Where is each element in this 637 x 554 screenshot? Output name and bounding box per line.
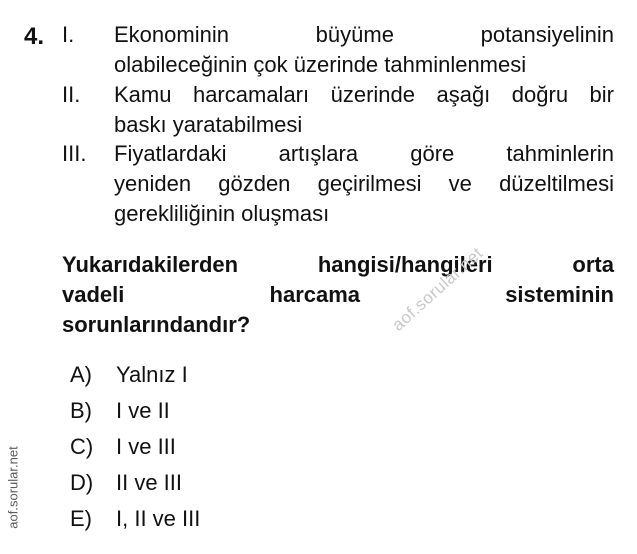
option-e-letter: E) [70,506,92,531]
statement-2-line-1: Kamu harcamaları üzerinde aşağı doğru bir [114,82,614,107]
statement-2-numeral: II. [62,82,81,107]
statement-3-line-3: gerekliliğinin oluşması [114,201,330,226]
option-a-letter: A) [70,362,92,387]
statement-3-line-1: Fiyatlardaki artışlara göre tahminlerin [114,141,614,166]
option-c-letter: C) [70,434,94,459]
option-b-letter: B) [70,398,92,423]
question-prompt-line-2: vadeli harcama sisteminin [62,282,614,307]
option-a-text: Yalnız I [116,362,188,387]
watermark-diagonal: aof.sorular.net [388,243,487,335]
option-e-text: I, II ve III [116,506,201,531]
statement-1-line-1: Ekonominin büyüme potansiyelinin [114,22,614,47]
statement-2-line-2: baskı yaratabilmesi [114,112,303,137]
option-b-text: I ve II [116,398,170,423]
question-prompt [62,250,614,340]
statement-2 [62,80,614,140]
statement-1-line-2: olabileceğinin çok üzerinde tahminlenmesi [114,52,527,77]
statement-3-line-2: yeniden gözden geçirilmesi ve düzeltilmesi [114,171,614,196]
option-d-text: II ve III [116,470,183,495]
statement-1 [62,20,614,80]
question-prompt-line-3: sorunlarındandır? [62,312,251,337]
option-d-letter: D) [70,470,94,495]
question-prompt-line-1: Yukarıdakilerden hangisi/hangileri orta [62,252,614,277]
statement-1-numeral: I. [62,22,75,47]
option-c-text: I ve III [116,434,176,459]
statement-3 [62,139,614,229]
statement-3-numeral: III. [62,141,87,166]
question-number: 4. [24,23,45,50]
watermark-side: aof.sorular.net [5,446,21,529]
